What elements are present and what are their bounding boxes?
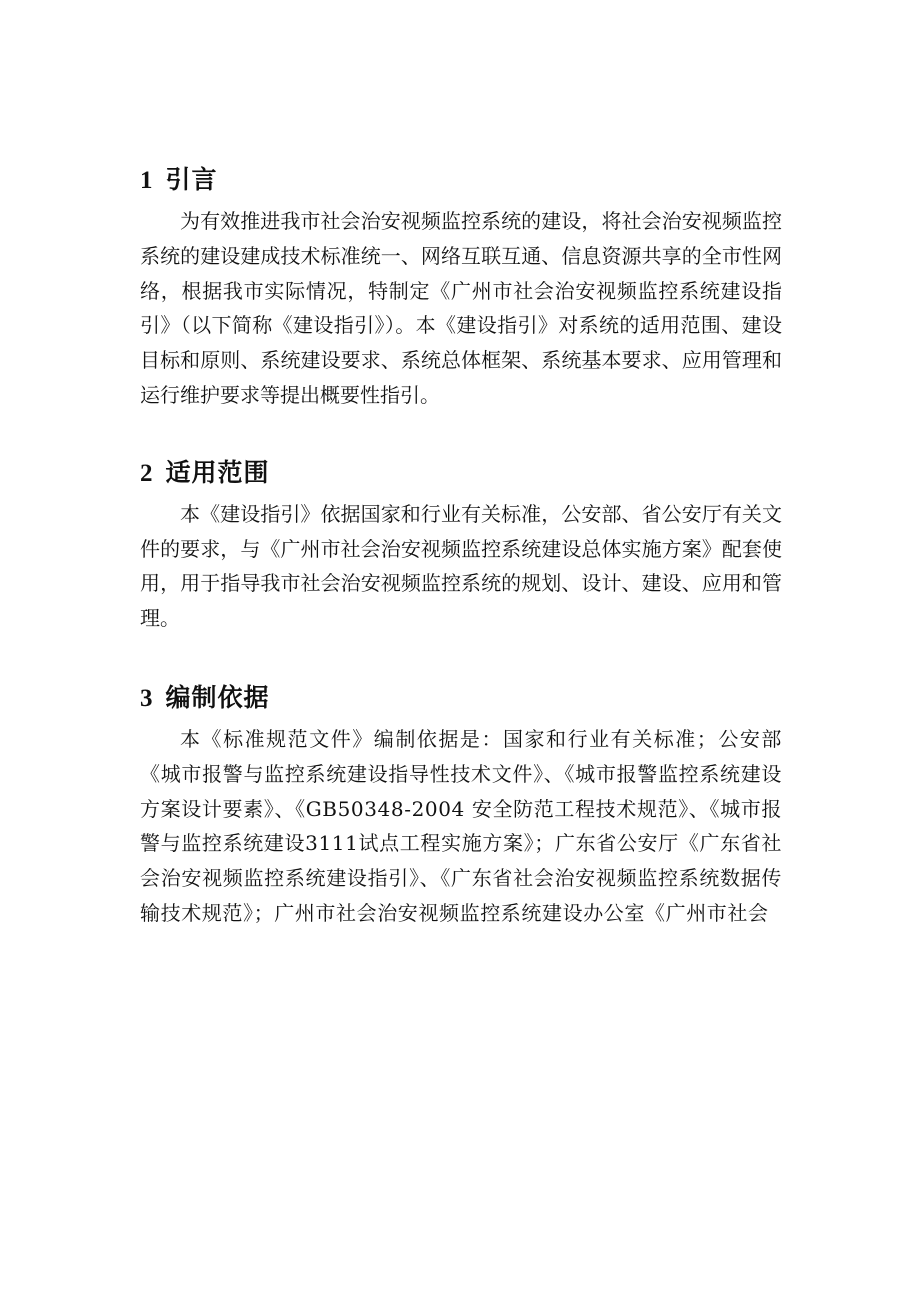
section-paragraph: 为有效推进我市社会治安视频监控系统的建设，将社会治安视频监控系统的建设建成技术标准统一、网络互联互通、信息资源共享的全市性网络，根据我市实际情况，特制定《广州市社会治安视频监控系统建设指引》（以下简称《建设指引》）。本《建设指引》对系统的适用范围、建设目标和原则、系统建设要求、系统总体框架、系统基本要求、应用管理和运行维护要求等提出概要性指引。 bbox=[140, 209, 782, 407]
section-title: 编制依据 bbox=[165, 682, 270, 712]
section-paragraph: 本《建设指引》依据国家和行业有关标准，公安部、省公安厅有关文件的要求，与《广州市社会治安视频监控系统建设总体实施方案》配套使用，用于指导我市社会治安视频监控系统的规划、设计、建设、应用和管理。 bbox=[140, 501, 782, 631]
section-title: 引言 bbox=[165, 165, 218, 194]
section-introduction bbox=[140, 158, 782, 413]
section-heading bbox=[140, 676, 782, 720]
section-spacer bbox=[140, 413, 782, 451]
section-heading bbox=[140, 451, 782, 495]
section-title: 适用范围 bbox=[165, 457, 270, 487]
section-basis bbox=[140, 676, 782, 931]
section-number: 2 bbox=[140, 459, 154, 487]
section-number: 1 bbox=[140, 167, 154, 194]
document-body bbox=[140, 158, 782, 931]
section-number: 3 bbox=[140, 684, 154, 712]
section-paragraph: 本《标准规范文件》编制依据是：国家和行业有关标准；公安部《城市报警与监控系统建设指导性技术文件》、《城市报警监控系统建设方案设计要素》、《GB50348-2004 安全防范工程技术规范》、《城市报警与监控系统建设3111试点工程实施方案》；广东省公安厅《广东省社会治安视频监控系统建设指引》、《广东省社会治安视频监控系统数据传输技术规范》；广州市社会治安视频监控系统建设办公室《广州市社会 bbox=[140, 726, 782, 925]
section-scope bbox=[140, 451, 782, 636]
section-spacer bbox=[140, 636, 782, 676]
section-heading bbox=[140, 158, 782, 202]
